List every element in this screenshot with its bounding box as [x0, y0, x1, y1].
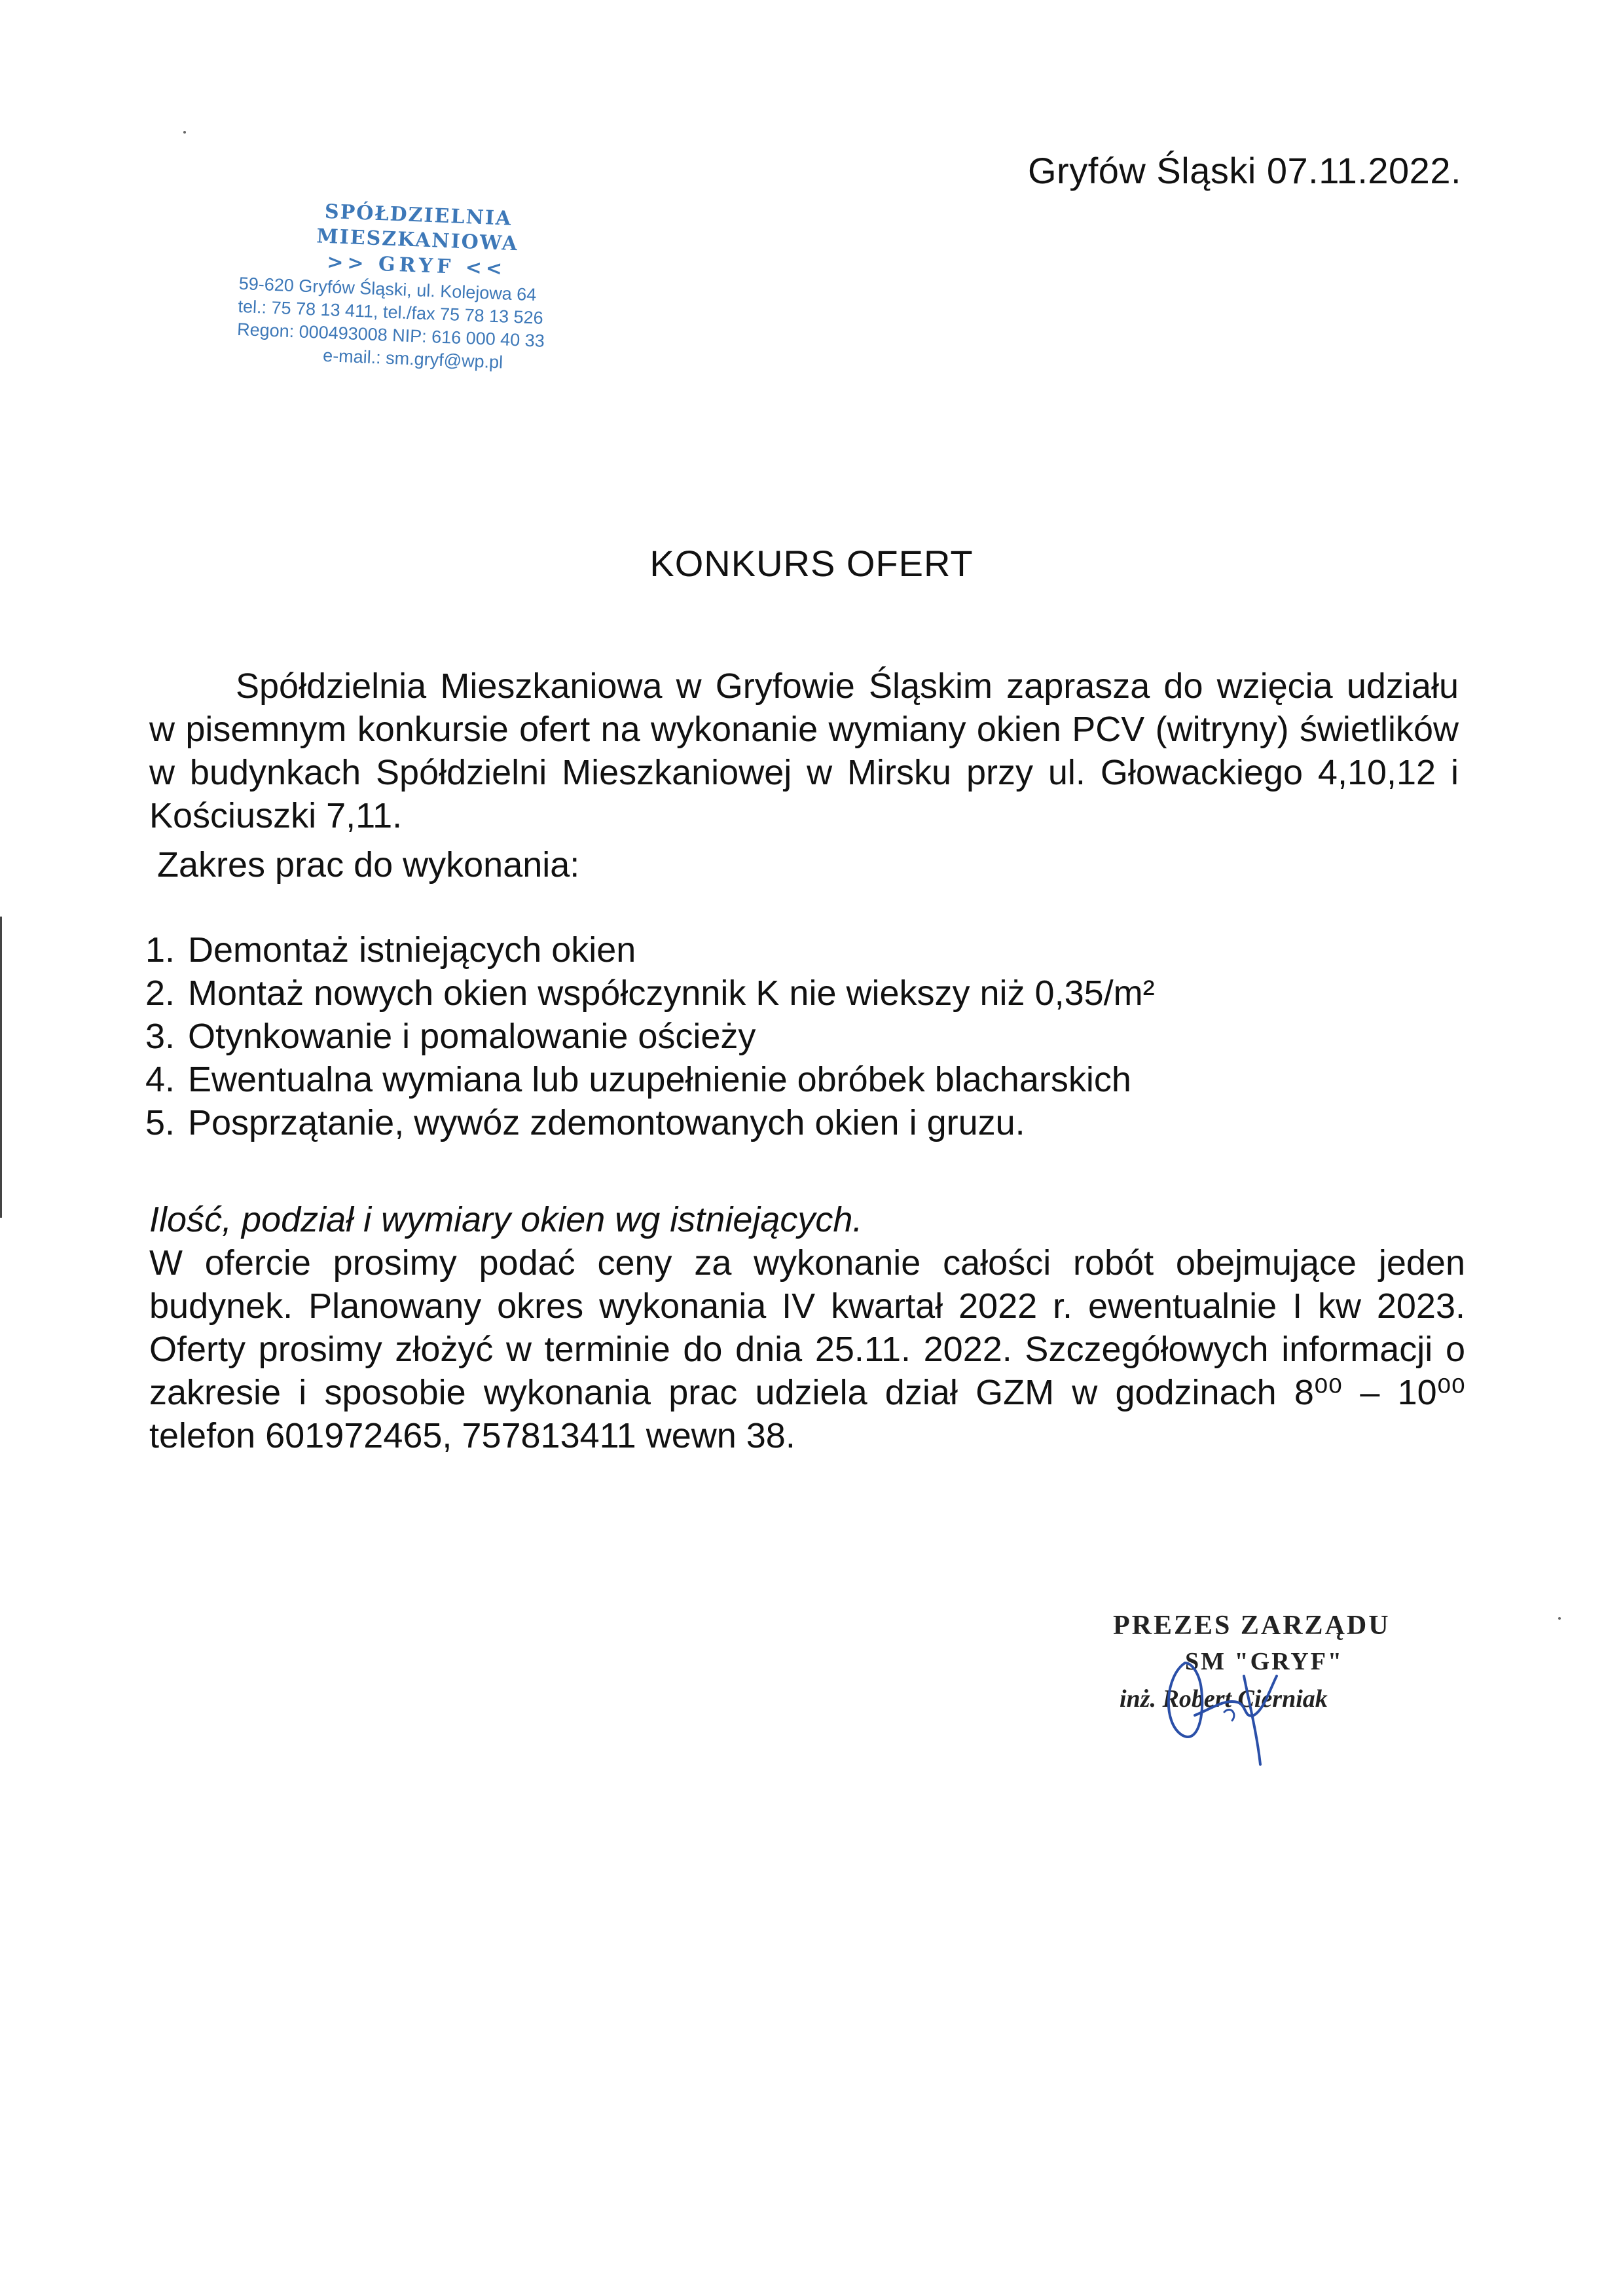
scan-speck — [1558, 1617, 1561, 1620]
list-item-number: 5. — [145, 1103, 175, 1142]
list-item-number: 2. — [145, 974, 175, 1013]
list-item-text: Posprzątanie, wywóz zdemontowanych okien i gruzu. — [188, 1103, 1025, 1142]
scan-speck — [183, 131, 186, 134]
handwritten-signature-icon — [1146, 1637, 1303, 1768]
list-item — [145, 972, 1155, 1015]
list-item-number: 1. — [145, 930, 175, 970]
document-title: KONKURS OFERT — [649, 543, 974, 584]
details-first-line: Ilość, podział i wymiary okien wg istniejących. — [149, 1200, 863, 1239]
list-item-text: Demontaż istniejących okien — [188, 930, 636, 970]
signature-person: inż. Robert Cierniak — [1120, 1685, 1328, 1713]
stamp-company-name: SPÓŁDZIELNIA MIESZKANIOWA — [316, 200, 519, 256]
list-item-text: Otynkowanie i pomalowanie ościeży — [188, 1017, 756, 1056]
stamp-gryf: >> GRYF << — [326, 251, 507, 281]
list-item — [145, 1015, 1155, 1058]
list-item — [145, 1058, 1155, 1101]
list-item-number: 3. — [145, 1017, 175, 1056]
stamp-ids: Regon: 000493008 NIP: 616 000 40 33 — [236, 319, 545, 351]
list-item — [145, 928, 1155, 972]
stamp-email: e-mail.: sm.gryf@wp.pl — [322, 345, 503, 373]
list-item-text: Ewentualna wymiana lub uzupełnienie obróbek blacharskich — [188, 1060, 1131, 1099]
details-text: W ofercie prosimy podać ceny za wykonanie całości robót obejmujące jeden budynek. Planowany okres wykonania IV kwartał 2022 r. ewentualnie I kw 2023. Oferty prosimy złożyć w terminie do dnia 25.11. 2022. Szczegółowych informacji o zakresie i sposobie wykonania prac udziela dział GZM w godzinach 8⁰⁰ – 10⁰⁰ telefon 601972465, 757813411 wewn 38. — [149, 1243, 1465, 1455]
company-stamp — [236, 196, 595, 378]
scope-heading: Zakres prac do wykonania: — [157, 845, 580, 884]
intro-paragraph: Spółdzielnia Mieszkaniowa w Gryfowie Śląskim zaprasza do wzięcia udziału w pisemnym konkursie ofert na wykonanie wymiany okien PCV (witryny) świetlików w budynkach Spółdzielni Mieszkaniowej w Mirsku przy ul. Głowackiego 4,10,12 i Kościuszki 7,11. — [149, 666, 1459, 835]
scan-edge-mark — [0, 917, 2, 1218]
list-item — [145, 1101, 1155, 1144]
list-item-text: Montaż nowych okien współczynnik K nie wiekszy niż 0,35/m² — [188, 974, 1155, 1013]
scope-list — [145, 928, 1155, 1144]
stamp-phone: tel.: 75 78 13 411, tel./fax 75 78 13 526 — [237, 296, 544, 328]
signature-role: PREZES ZARZĄDU — [1113, 1611, 1391, 1641]
signature-org: SM "GRYF" — [1185, 1648, 1344, 1675]
list-item-number: 4. — [145, 1060, 175, 1099]
details-paragraph — [149, 1198, 1465, 1457]
document-date: Gryfów Śląski 07.11.2022. — [1028, 150, 1462, 191]
stamp-address: 59-620 Gryfów Śląski, ul. Kolejowa 64 — [238, 273, 537, 305]
